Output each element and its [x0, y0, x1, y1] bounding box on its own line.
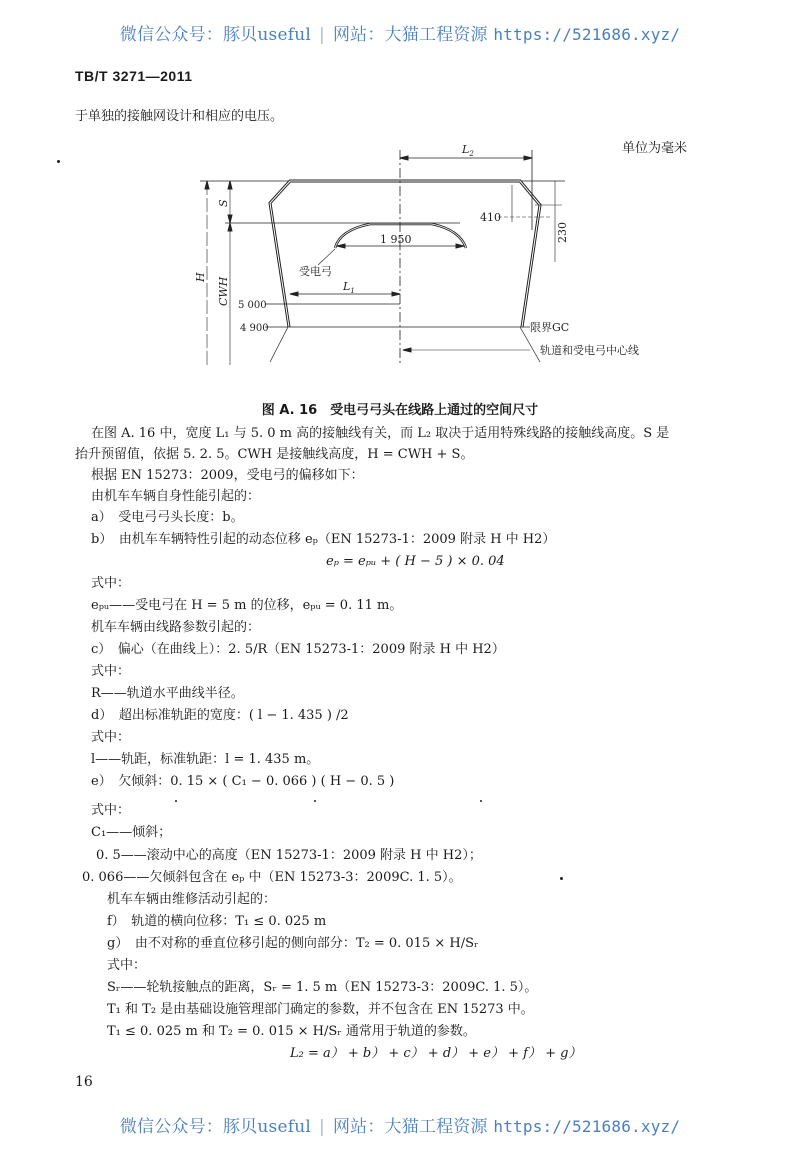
speck	[480, 800, 482, 802]
label-S: S	[217, 199, 230, 207]
label-L1: $L_1$	[343, 280, 355, 295]
item-d: d） 超出标准轨距的宽度：( l − 1. 435 ) /2	[91, 708, 349, 723]
speck	[175, 800, 177, 802]
definition-0-066: 0. 066——欠倾斜包含在 eₚ 中（EN 15273-3：2009C. 1. 5）。	[82, 870, 462, 885]
label-410: 410	[480, 211, 501, 224]
definition-epu: eₚᵤ——受电弓在 H = 5 m 的位移，eₚᵤ = 0. 11 m。	[91, 598, 403, 613]
paragraph-1a: 在图 A. 16 中，宽度 L₁ 与 5. 0 m 高的接触线有关，而 L₂ 取决于适用特殊线路的接触线高度。S 是	[91, 426, 670, 441]
paragraph-2: 根据 EN 15273：2009，受电弓的偏移如下：	[91, 468, 364, 483]
item-f: f） 轨道的横向位移：T₁ ≤ 0. 025 m	[107, 914, 327, 929]
definition-l: l——轨距，标准轨距：l = 1. 435 m。	[91, 752, 320, 767]
item-e: e） 欠倾斜：0. 15 × ( C₁ − 0. 066 ) ( H − 0. 5 )	[91, 774, 395, 789]
paragraph-4: 机车车辆由线路参数引起的：	[91, 620, 261, 635]
page-number: 16	[75, 1074, 93, 1090]
definition-R: R——轨道水平曲线半径。	[91, 686, 244, 701]
label-230: 230	[556, 222, 569, 243]
where-label-5: 式中：	[107, 958, 147, 973]
speck	[560, 877, 563, 880]
watermark-site: 网站：大猫工程资源	[332, 25, 488, 45]
figure-diagram	[0, 0, 800, 400]
label-H: H	[194, 272, 207, 282]
label-gauge: 限界GC	[530, 321, 570, 334]
formula-b: eₚ = eₚᵤ + ( H − 5 ) × 0. 04	[326, 554, 505, 569]
item-b: b） 由机车车辆特性引起的动态位移 eₚ（EN 15273-1：2009 附录 H 中 H2）	[91, 532, 556, 547]
figure-caption: 图 A. 16 受电弓弓头在线路上通过的空间尺寸	[261, 403, 539, 418]
speck	[314, 800, 316, 802]
watermark-url[interactable]: https://521686.xyz/	[493, 25, 681, 44]
watermark-wechat: 微信公众号：豚贝useful	[119, 1117, 312, 1137]
definition-C1: C₁——倾斜；	[91, 825, 172, 840]
label-4900: 4 900	[240, 323, 269, 334]
definition-0-5: 0. 5——滚动中心的高度（EN 15273-1：2009 附录 H 中 H2）；	[96, 848, 482, 863]
standard-code: TB/T 3271—2011	[75, 68, 193, 84]
watermark-bottom	[0, 1112, 800, 1137]
unit-note: 单位为毫米	[622, 141, 688, 156]
where-label-1: 式中：	[91, 576, 131, 591]
where-label-3: 式中：	[91, 730, 131, 745]
label-CWH: CWH	[217, 276, 230, 306]
watermark-wechat: 微信公众号：豚贝useful	[119, 25, 312, 45]
paragraph-1b: 抬升预留值，依据 5. 2. 5。CWH 是接触线高度，H = CWH + S。	[75, 447, 474, 462]
watermark-separator: |	[319, 1117, 325, 1137]
label-5000: 5 000	[238, 300, 267, 311]
item-g: g） 由不对称的垂直位移引起的侧向部分：T₂ = 0. 015 × H/Sᵣ	[107, 936, 479, 951]
label-L2: $L_2$	[462, 143, 474, 158]
where-label-4: 式中：	[91, 803, 131, 818]
paragraph-3: 由机车车辆自身性能引起的：	[91, 489, 261, 504]
label-pantograph: 受电弓	[299, 265, 332, 278]
item-c: c） 偏心（在曲线上）：2. 5/R（EN 15273-1：2009 附录 H 中 H2）	[91, 642, 505, 657]
item-a: a） 受电弓弓头长度：b。	[91, 510, 244, 525]
paragraph-7: T₁ ≤ 0. 025 m 和 T₂ = 0. 015 × H/Sᵣ 通常用于轨道的参数。	[107, 1024, 476, 1039]
watermark-separator: |	[319, 25, 325, 45]
watermark-url[interactable]: https://521686.xyz/	[493, 1117, 681, 1136]
formula-L2: L₂ = a） + b） + c） + d） + e） + f） + g）	[290, 1046, 582, 1061]
paragraph-6: T₁ 和 T₂ 是由基础设施管理部门确定的参数，并不包含在 EN 15273 中。	[107, 1002, 534, 1017]
watermark-site: 网站：大猫工程资源	[332, 1117, 488, 1137]
intro-line: 于单独的接触网设计和相应的电压。	[75, 109, 284, 124]
label-centerline: 轨道和受电弓中心线	[540, 344, 639, 357]
where-label-2: 式中：	[91, 664, 131, 679]
label-1950: 1 950	[380, 233, 412, 246]
paragraph-5: 机车车辆由维修活动引起的：	[107, 892, 277, 907]
definition-Sr: Sᵣ——轮轨接触点的距离，Sᵣ = 1. 5 m（EN 15273-3：2009C. 1. 5）。	[107, 980, 538, 995]
